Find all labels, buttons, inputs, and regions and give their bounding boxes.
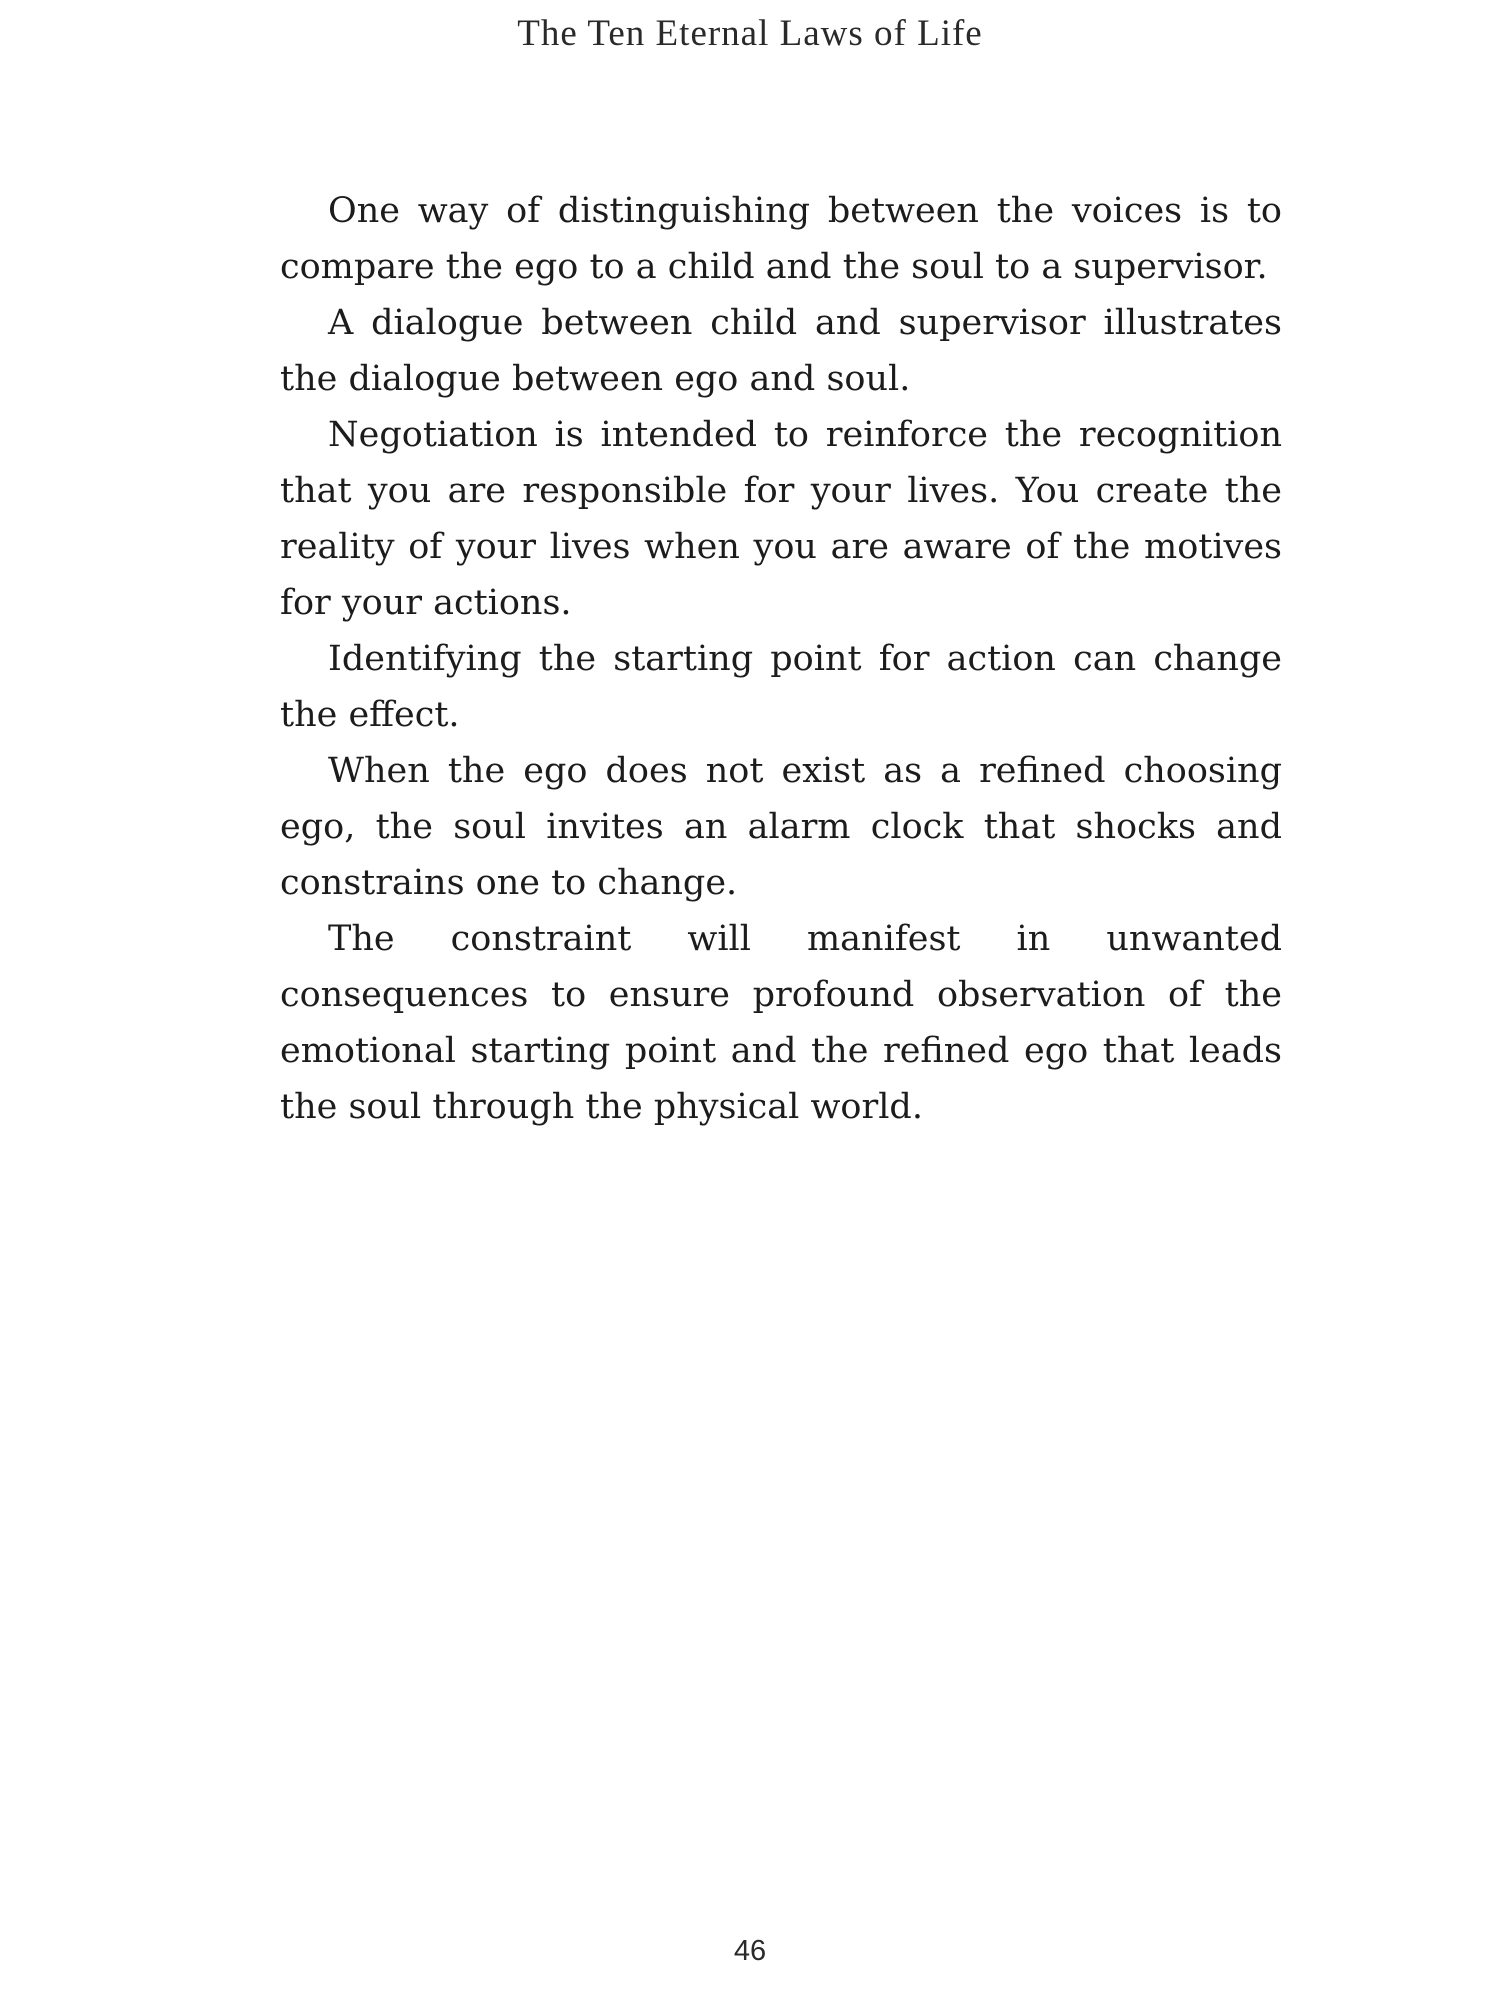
paragraph: A dialogue between child and supervisor illustrates the dialogue between ego and soul. <box>280 303 1282 399</box>
paragraph: Negotiation is intended to reinforce the recognition that you are responsible for your lives. You create the reality of your lives when you are aware of the motives for your actions. <box>280 415 1282 623</box>
body-text <box>280 183 1282 1135</box>
paragraph: One way of distinguishing between the voices is to compare the ego to a child and the soul to a supervisor. <box>280 191 1282 287</box>
paragraph: Identifying the starting point for action can change the effect. <box>280 639 1282 735</box>
running-head-title: The Ten Eternal Laws of Life <box>517 13 983 54</box>
paragraph: The constraint will manifest in unwanted consequences to ensure profound observation of the emotional starting point and the refined ego that leads the soul through the physical world. <box>280 919 1282 1127</box>
paragraph: When the ego does not exist as a refined choosing ego, the soul invites an alarm clock that shocks and constrains one to change. <box>280 751 1282 903</box>
page-number: 46 <box>733 1935 767 1967</box>
